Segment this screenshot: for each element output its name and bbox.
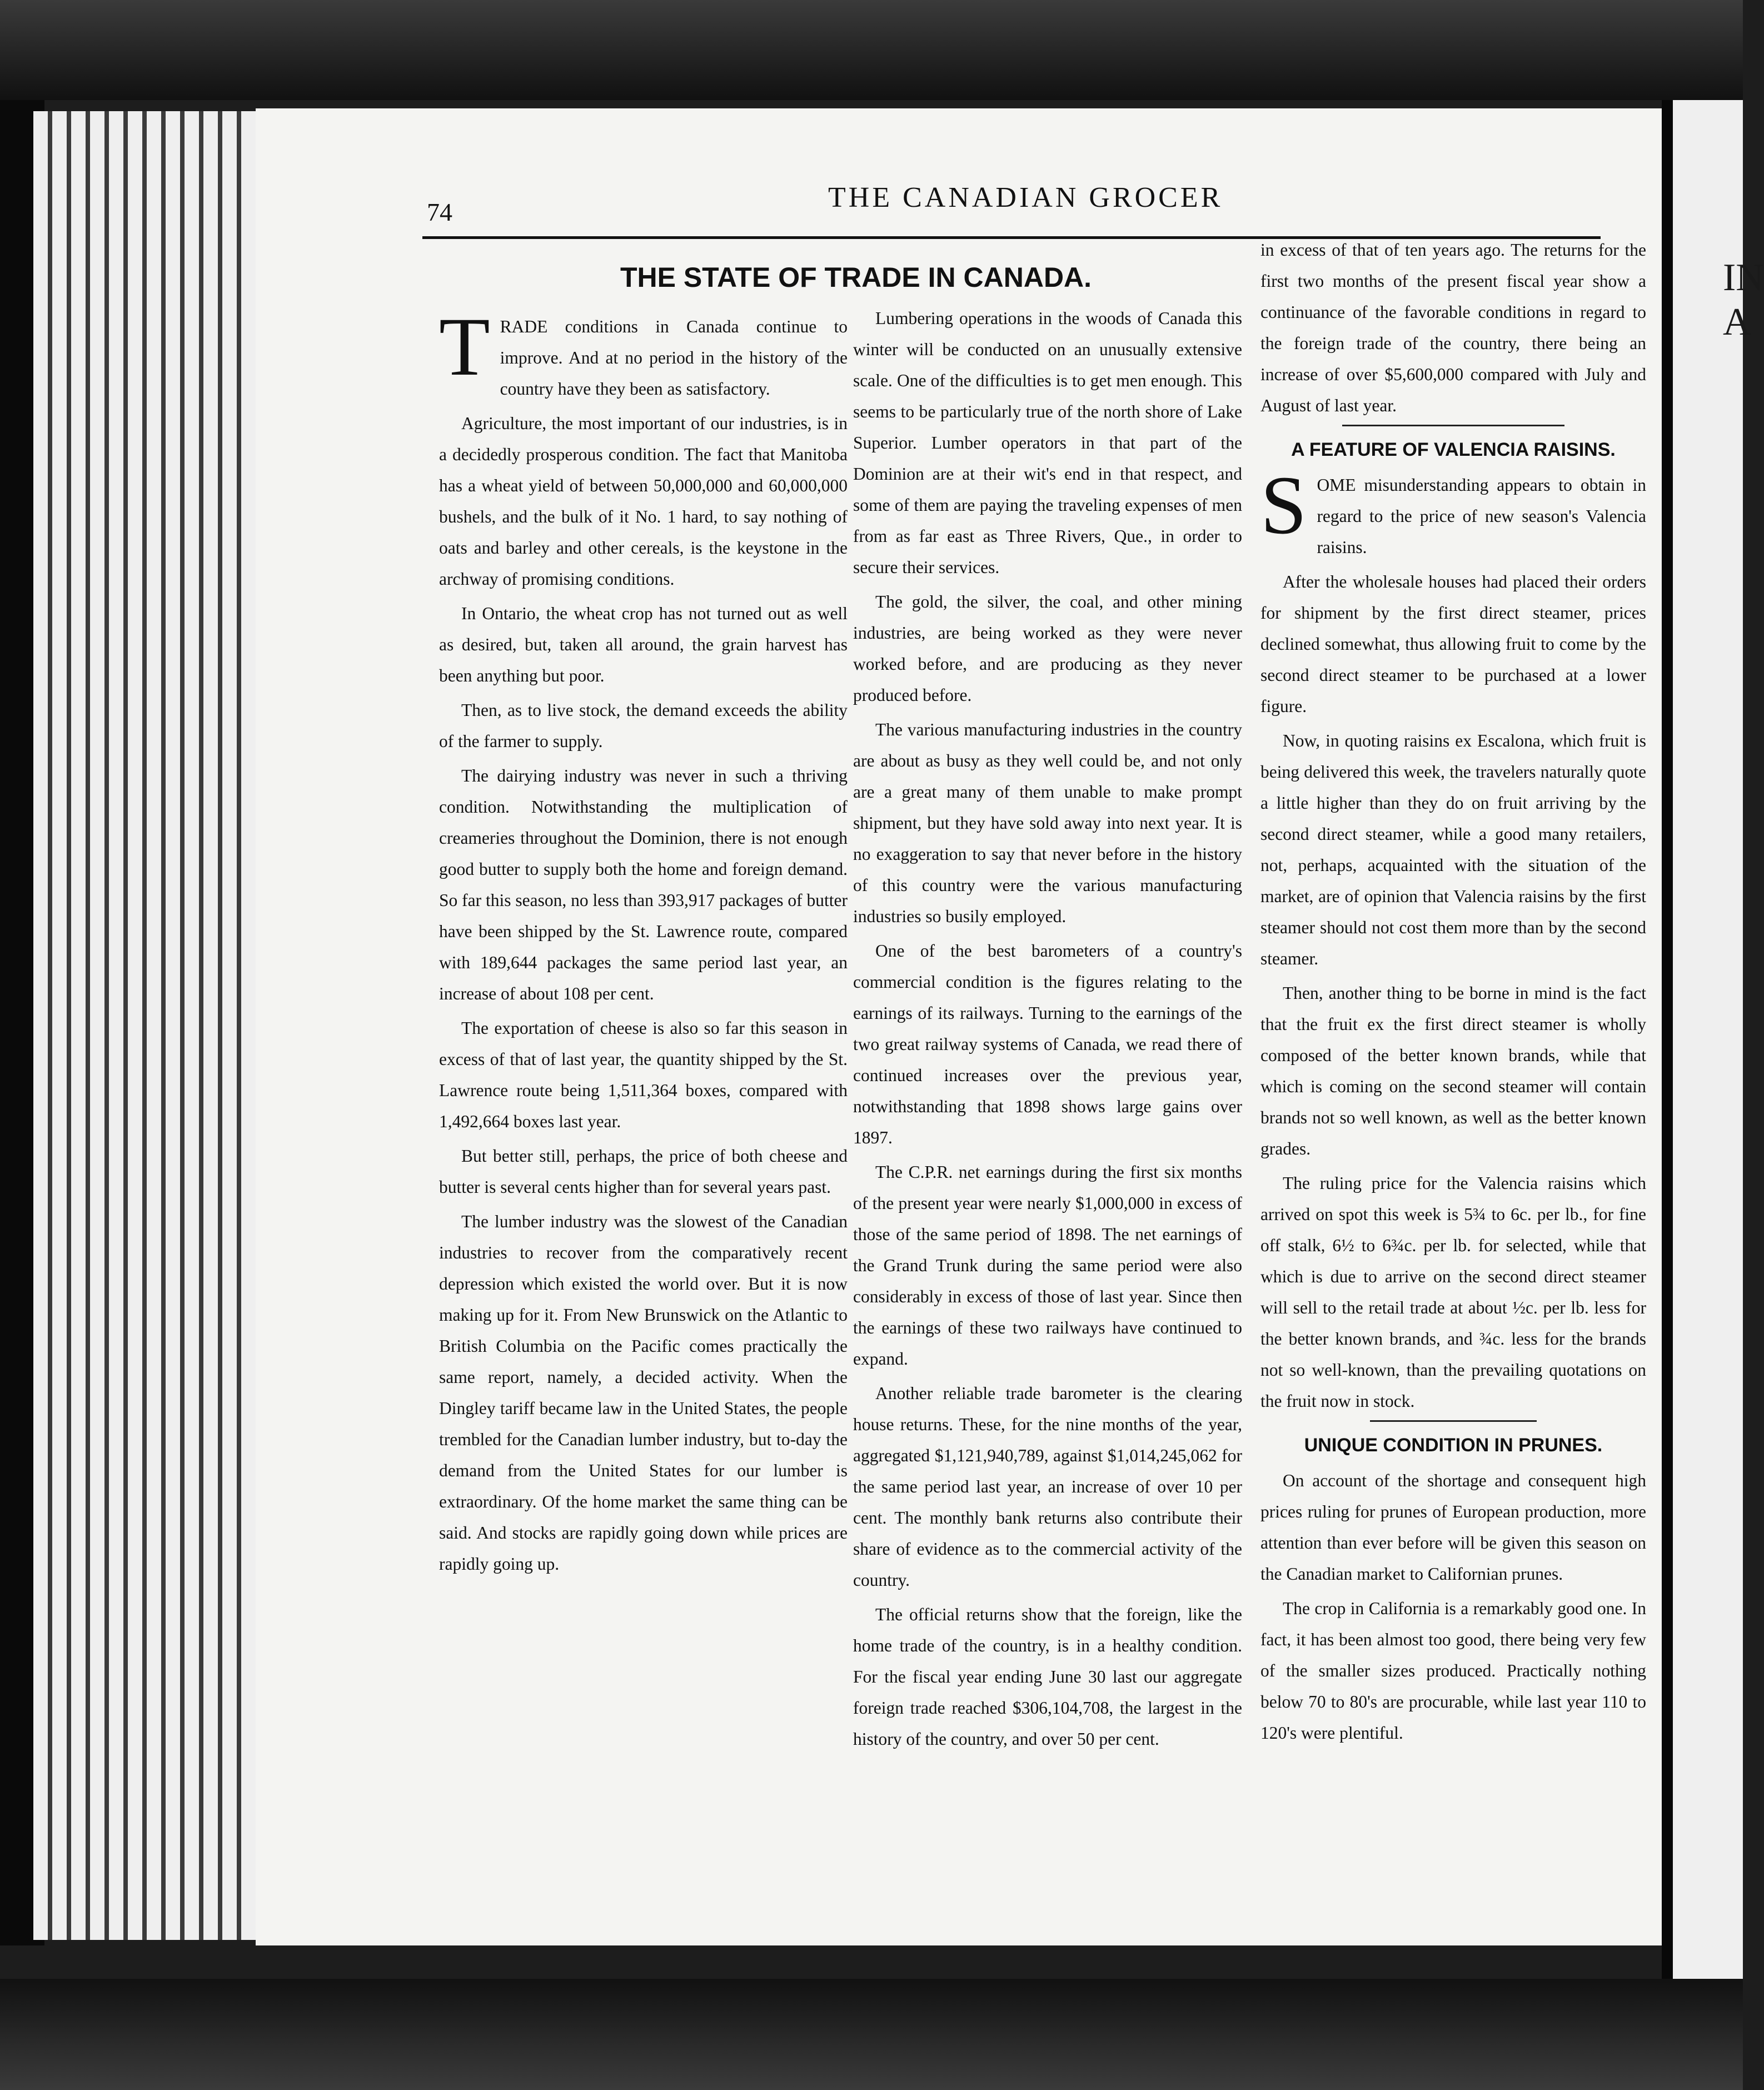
- article-title: THE STATE OF TRADE IN CANADA.: [620, 262, 1092, 293]
- column-3: [1260, 235, 1646, 1752]
- article-continuation: in excess of that of ten years ago. The returns for the first two months of the present fiscal year show a continuance of the favorable conditions in regard to the foreign trade of the country, there being an increase of over $5,600,000 compared with July and August of last year.: [1260, 240, 1646, 415]
- valencia-paragraph: SOME misunderstanding appears to obtain in regard to the price of new season's Valencia raisins.: [1260, 459, 1646, 557]
- article-paragraph: Lumbering operations in the woods of Canada this winter will be conducted on an unusually extensive scale. One of the difficulties is to get men enough. This seems to be particularly true of the north shore of Lake Superior. Lumber operators in that part of the Dominion are at their wit's end in that respect, and some of them are paying the traveling expenses of men from as far east as Three Rivers, Que., in order to secure their services.: [853, 308, 1242, 577]
- article-paragraph: The C.P.R. net earnings during the first six months of the present year were nearly $1,000,000 in excess of those of the same period of 1898. The net earnings of the Grand Trunk during the same period were also considerably in excess of those of last year. Since then the earnings of these two railways have continued to expand.: [853, 1162, 1242, 1369]
- column-2: [853, 303, 1242, 1758]
- running-head: THE CANADIAN GROCER: [828, 182, 1223, 213]
- article-paragraph: But better still, perhaps, the price of both cheese and butter is several cents higher than for several years past.: [439, 1146, 848, 1197]
- article-paragraph: One of the best barometers of a country's commercial condition is the figures relating to the earnings of its railways. Turning to the earnings of the two great railway systems of Canada, we read there of continued increases over the previous year, notwithstanding that 1898 shows large gains over 1897.: [853, 941, 1242, 1147]
- article-paragraph: Then, as to live stock, the demand exceeds the ability of the farmer to supply.: [439, 700, 848, 751]
- page-number: 74: [427, 198, 452, 226]
- section-rule: [1370, 1420, 1537, 1422]
- prunes-heading: UNIQUE CONDITION IN PRUNES.: [1304, 1435, 1603, 1456]
- article-paragraph: The lumber industry was the slowest of the Canadian industries to recover from the comparatively recent depression which existed the world over. But it is now making up for it. From New Brunswick on the Atlantic to British Columbia on the Pacific comes practically the same report, namely, a decided activity. When the Dingley tariff became law in the United States, the people trembled for the Canadian lumber industry, but to-day the demand from the United States for our lumber is extraordinary. Of the home market the same thing can be said. And stocks are rapidly going down while prices are rapidly going up.: [439, 1212, 848, 1574]
- book-page-edges: [33, 111, 256, 1940]
- scan-top-edge: [0, 0, 1743, 100]
- article-paragraph: Agriculture, the most important of our industries, is in a decidedly prosperous condition. The fact that Manitoba has a wheat yield of between 50,000,000 and 60,000,000 bushels, and the bulk of it No. 1 hard, to say nothing of oats and barley and other cereals, is the keystone in the archway of promising conditions.: [439, 414, 848, 589]
- article-paragraph: The official returns show that the foreign, like the home trade of the country, is in a healthy condition. For the fiscal year ending June 30 last our aggregate foreign trade reached $306,104,708, the largest in the history of the country, and over 50 per cent.: [853, 1605, 1242, 1749]
- scan-bottom-edge: [0, 1979, 1743, 2090]
- valencia-paragraph: Now, in quoting raisins ex Escalona, which fruit is being delivered this week, the travelers naturally quote a little higher than they do on fruit arriving by the second direct steamer, while a good many retailers, not, perhaps, acquainted with the situation of the market, are of opinion that Valencia raisins by the first steamer should not cost them more than by the second steamer.: [1260, 731, 1646, 968]
- article-paragraph: The dairying industry was never in such a thriving condition. Notwithstanding the multiplication of creameries throughout the Dominion, there is not enough good butter to supply both the home and foreign demand. So far this season, no less than 393,917 packages of butter have been shipped by the St. Lawrence route, compared with 189,644 packages the same period last year, an increase of about 108 per cent.: [439, 766, 848, 1003]
- drop-cap: T: [439, 301, 490, 393]
- valencia-paragraph: After the wholesale houses had placed their orders for shipment by the first direct steamer, prices declined somewhat, thus allowing fruit to come by the second direct steamer to be purchased at a lower figure.: [1260, 572, 1646, 716]
- prunes-paragraph: The crop in California is a remarkably good one. In fact, it has been almost too good, there being very few of the smaller sizes produced. Practically nothing below 70 to 80's are procurable, while last year 110 to 120's were plentiful.: [1260, 1599, 1646, 1743]
- article-paragraph: TRADE conditions in Canada continue to improve. And at no period in the history of the country have they been as satisfactory.: [439, 301, 848, 399]
- drop-cap: S: [1260, 459, 1307, 551]
- section-rule: [1342, 425, 1564, 426]
- column-1: [439, 301, 848, 1583]
- valencia-heading: A FEATURE OF VALENCIA RAISINS.: [1291, 439, 1616, 460]
- article-paragraph: The gold, the silver, the coal, and other mining industries, are being worked as they were never worked before, and are producing as they never produced before.: [853, 592, 1242, 705]
- facing-page-letters: IN A: [1723, 256, 1764, 344]
- article-paragraph: The various manufacturing industries in the country are about as busy as they well could be, and not only are a great many of them unable to make prompt shipment, but they have sold away into next year. It is no exaggeration to say that never before in the history of this country were the various manufacturing industries so busily employed.: [853, 720, 1242, 926]
- article-paragraph: Another reliable trade barometer is the clearing house returns. These, for the nine months of the year, aggregated $1,121,940,789, against $1,014,245,062 for the same period last year, an increase of over 10 per cent. The monthly bank returns also contribute their share of evidence as to the commercial activity of the country.: [853, 1384, 1242, 1590]
- prunes-paragraph: On account of the shortage and consequent high prices ruling for prunes of European production, more attention than ever before will be given this season on the Canadian market to Californian prunes.: [1260, 1471, 1646, 1584]
- valencia-paragraph: The ruling price for the Valencia raisins which arrived on spot this week is 5¾ to 6c. per lb., for fine off stalk, 6½ to 6¾c. per lb. for selected, while that which is due to arrive on the second direct steamer will sell to the retail trade at about ½c. per lb. less for the better known brands, and ¾c. less for the brands not so well-known, than the prevailing quotations on the fruit now in stock.: [1260, 1173, 1646, 1411]
- article-paragraph: The exportation of cheese is also so far this season in excess of that of last year, the quantity shipped by the St. Lawrence route being 1,511,364 boxes, compared with 1,492,664 boxes last year.: [439, 1018, 848, 1131]
- facing-page-strip: [1673, 100, 1743, 1990]
- valencia-paragraph: Then, another thing to be borne in mind is the fact that the fruit ex the first direct steamer is wholly composed of the better known brands, while that which is coming on the second steamer will contain brands not so well known, as well as the better known grades.: [1260, 983, 1646, 1158]
- article-paragraph: In Ontario, the wheat crop has not turned out as well as desired, but, taken all around, the grain harvest has been anything but poor.: [439, 604, 848, 685]
